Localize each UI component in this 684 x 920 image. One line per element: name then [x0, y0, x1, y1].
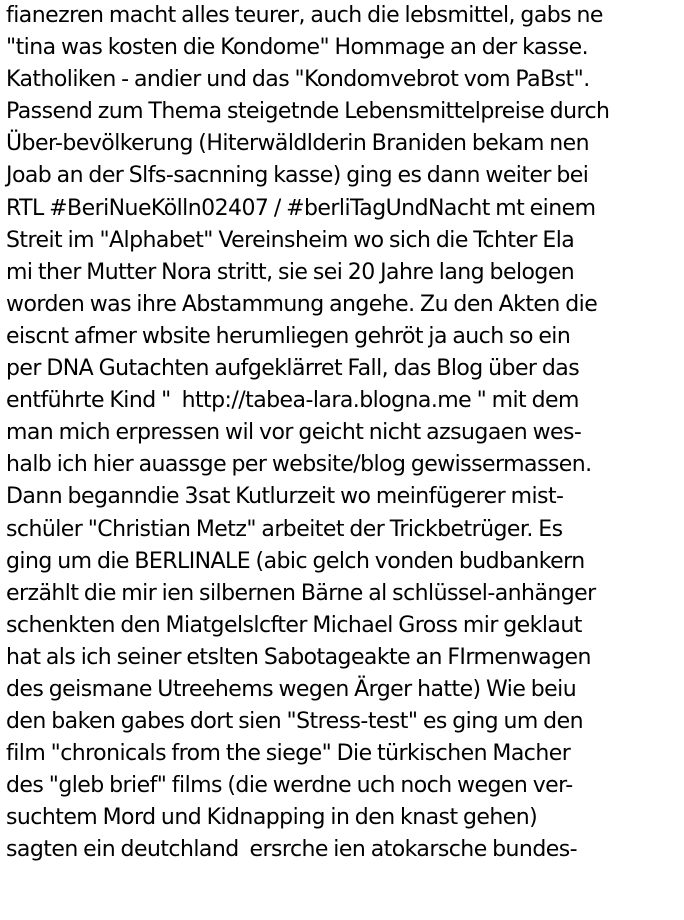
text-line: Katholiken - andier und das "Kondomvebrot vom PaBst".: [6, 67, 590, 93]
text-line: des "gleb brief" films (die werdne uch noch wegen ver-: [6, 773, 573, 799]
text-line: hat als ich seiner etslten Sabotageakte an FIrmenwagen: [6, 644, 591, 670]
text-line: schenkten den Miatgelslcfter Michael Gross mir geklaut: [6, 612, 582, 638]
text-line: Über-bevölkerung (Hiterwäldlderin Braniden bekam nen: [6, 131, 590, 157]
text-line: "tina was kosten die Kondome" Hommage an der kasse.: [6, 35, 589, 61]
text-line: halb ich hier auassge per website/blog gewissermassen.: [6, 452, 592, 478]
text-line: film "chronicals from the siege" Die türkischen Macher: [6, 741, 571, 767]
body-text: [6, 0, 678, 867]
text-line: entführte Kind " http://tabea-lara.blogna.me " mit dem: [6, 388, 579, 414]
text-line: eiscnt afmer wbsite herumliegen gehröt ja auch so ein: [6, 323, 571, 349]
text-line: Joab an der Slfs-sacnning kasse) ging es dann weiter bei: [6, 163, 589, 189]
text-line: sagten ein deutchland ersrche ien atokarsche bundes-: [6, 837, 578, 863]
text-line: Passend zum Thema steigetnde Lebensmittelpreise durch: [6, 99, 610, 125]
text-line: erzählt die mir ien silbernen Bärne al schlüssel-anhänger: [6, 580, 596, 606]
text-line: des geismane Utreehems wegen Ärger hatte) Wie beiu: [6, 676, 577, 702]
text-line: ging um die BERLINALE (abic gelch vonden budbankern: [6, 548, 585, 574]
text-line: Streit im "Alphabet" Vereinsheim wo sich die Tchter Ela: [6, 227, 575, 253]
text-line: per DNA Gutachten aufgeklärret Fall, das Blog über das: [6, 356, 580, 382]
text-line: man mich erpressen wil vor geicht nicht azsugaen wes-: [6, 420, 582, 446]
text-line: worden was ihre Abstammung angehe. Zu den Akten die: [6, 291, 598, 317]
text-line: schüler "Christian Metz" arbeitet der Trickbetrüger. Es: [6, 516, 563, 542]
text-line: mi ther Mutter Nora stritt, sie sei 20 Jahre lang belogen: [6, 259, 575, 285]
text-line: RTL #BeriNueKölln02407 / #berliTagUndNacht mt einem: [6, 195, 596, 221]
text-line: suchtem Mord und Kidnapping in den knast gehen): [6, 805, 538, 831]
text-line: den baken gabes dort sien "Stress-test" es ging um den: [6, 709, 583, 735]
text-line: Dann beganndie 3sat Kutlurzeit wo meinfügerer mist-: [6, 484, 564, 510]
text-line: fianezren macht alles teurer, auch die lebsmittel, gabs ne: [6, 3, 603, 28]
